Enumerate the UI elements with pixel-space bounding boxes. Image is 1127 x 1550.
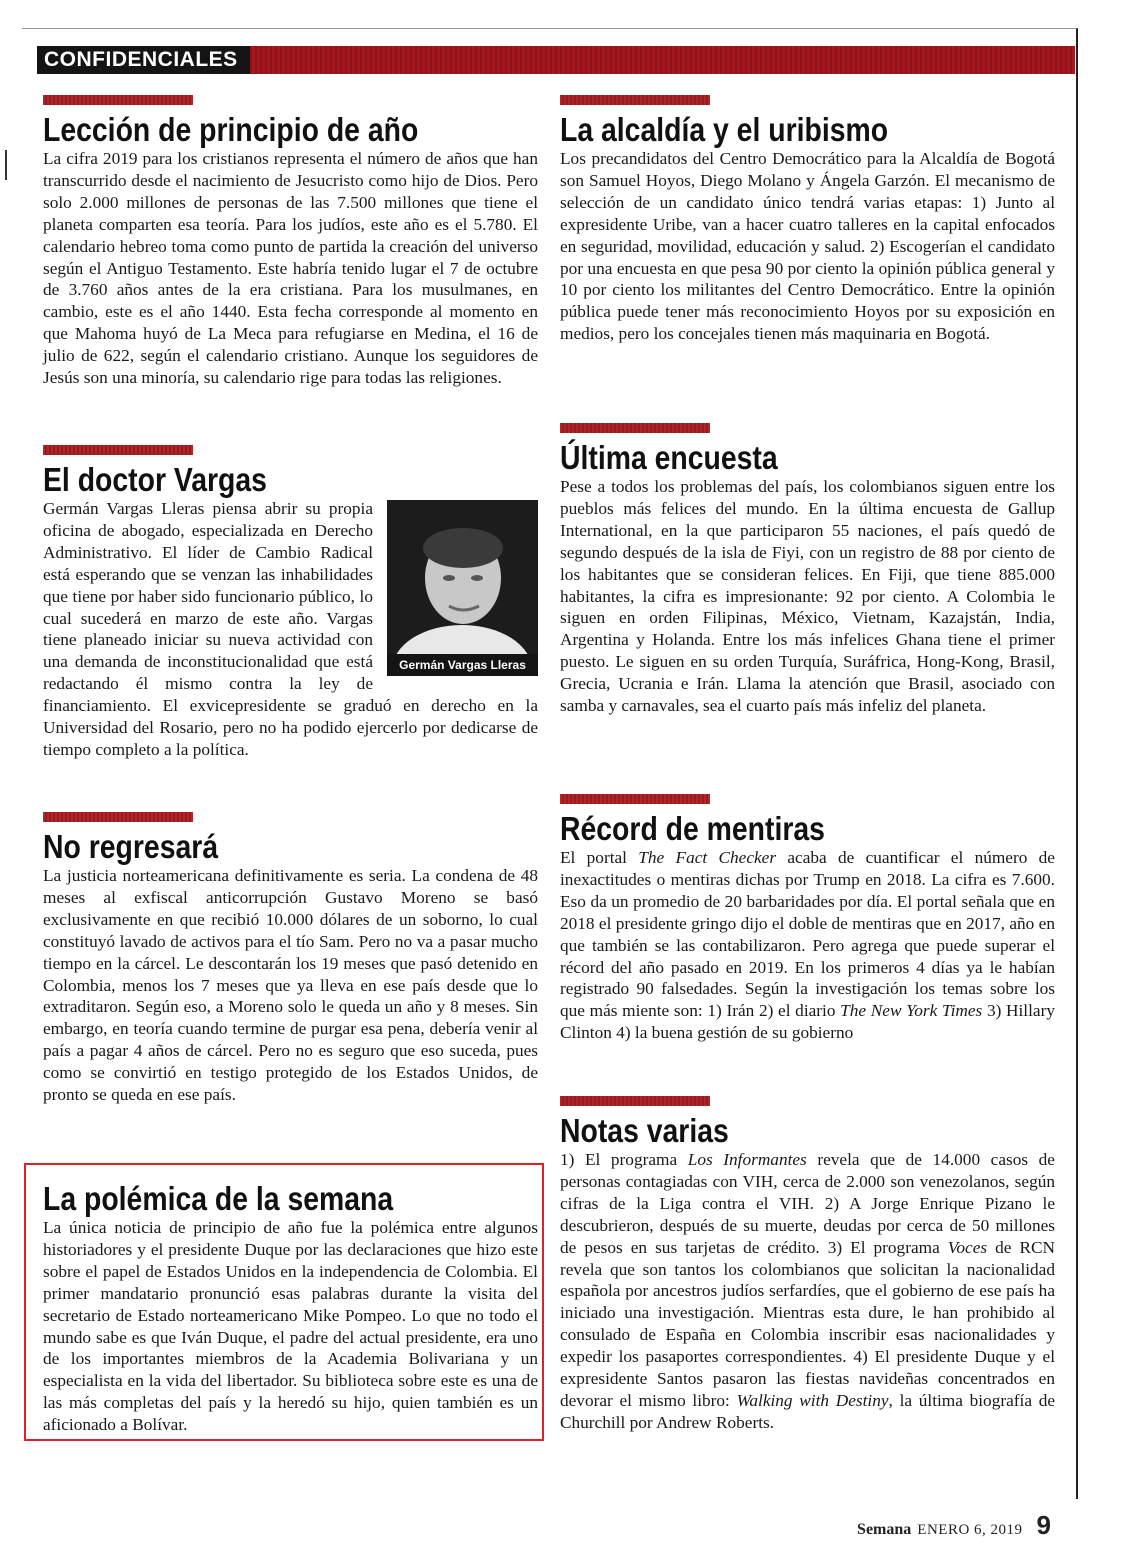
page-number: 9	[1036, 1510, 1051, 1540]
portrait-image	[387, 500, 538, 676]
article-body: Pese a todos los problemas del país, los colombianos siguen entre los pueblos más felices del mundo. En la última encuesta de Gallup International, en la que participaron 55 naciones, el país quedó de segundo después de la isla de Fiyi, con un registro de 88 por ciento de los habitantes que se consideran felices. En Fiji, que tiene 885.000 habitantes, la cifra es impresionante: 92 por ciento. A Colombia le siguen en orden Filipinas, México, Vietnam, Kazajstán, India, Argentina y Holanda. Entre los más infelices Ghana tiene el primer puesto. Le siguen en su orden Turquía, Suráfrica, Hong-Kong, Brasil, Grecia, Ucrania e Irán. Llama la atención que Brasil, asociado con samba y carnavales, sea el cuarto país más infeliz del planeta.	[560, 477, 1055, 716]
article-body: La justicia norteamericana definitivamente es seria. La condena de 48 meses al exfiscal anticorrupción Gustavo Moreno se basó exclusivamente en que recibió 10.000 dólares de un soborno, lo cual constituyó lavado de activos para el tío Sam. Pero no va a pasar mucho tiempo en la cárcel. Le descontarán los 19 meses que pasó detenido en Colombia, menos los 7 meses que ya lleva en ese país desde que lo extraditaron. Según eso, a Moreno solo le queda un año y 8 meses. Sin embargo, en teoría cuando termine de purgar esa pena, debería venir al país a pagar 4 años de cárcel. Pero no es seguro que eso suceda, pues como se convirtió en testigo protegido de los Estados Unidos, de pronto se queda en ese país.	[43, 866, 538, 1105]
article-encuesta	[560, 423, 1055, 717]
footer-date: ENERO 6, 2019	[917, 1522, 1023, 1538]
binding-mark	[5, 150, 7, 180]
article-kicker	[43, 812, 193, 822]
article-kicker	[43, 445, 193, 455]
article-headline: La alcaldía y el uribismo	[560, 111, 889, 148]
article-notas	[560, 1096, 1055, 1434]
section-label: CONFIDENCIALES	[37, 46, 250, 74]
article-body: Germán Vargas Lleras piensa abrir su propia oficina de abogado, especializada en Derecho Administrativo. El líder de Cambio Radical está esperando que se venzan las inhabilidades que tiene por haber sido funcionario público, lo cual sucederá en marzo de este año. Vargas tiene planeado iniciar su nueva actividad con una demanda de inconstitucionalidad que está redactando él mismo contra la ley de financiamiento. El exvicepresidente se graduó en derecho en la Universidad del Rosario, pero no ha podido ejercerlo por dedicarse de tiempo completo a la política.	[43, 499, 538, 759]
article-headline: Récord de mentiras	[560, 810, 825, 847]
article-kicker	[43, 95, 193, 105]
article-mentiras	[560, 794, 1055, 1044]
article-body: Los precandidatos del Centro Democrático para la Alcaldía de Bogotá son Samuel Hoyos, Diego Molano y Ángela Garzón. El mecanismo de selección de un candidato único tendrá varias etapas: 1) Junto al expresidente Uribe, van a hacer cuatro talleres en la capital enfocados en seguridad, movilidad, educación y salud. 2) Escogerían el candidato por una encuesta en que pesa 90 por ciento la opinión pública general y 10 por ciento los militantes del Centro Democrático. Entre la opinión pública puede tener más reconocimiento Hoyos por su exposición en medios, pero los concejales tienen más maquinaria en Bogotá.	[560, 149, 1055, 344]
article-vargas	[43, 445, 538, 761]
footer-brand: Semana	[857, 1521, 912, 1538]
article-headline: Última encuesta	[560, 439, 778, 476]
page-footer	[857, 1510, 1051, 1541]
article-headline: No regresará	[43, 828, 219, 865]
article-body: La cifra 2019 para los cristianos representa el número de años que han transcurrido desde el nacimiento de Jesucristo como hijo de Dios. Pero solo 2.000 millones de personas de las 7.500 millones que tiene el planeta comparten esa teoría. Para los judíos, este año es el 5.780. El calendario hebreo toma como punto de partida la creación del universo según el Antiguo Testamento. Este habría tenido lugar el 7 de octubre de 3.760 años antes de la era cristiana. Para los musulmanes, en cambio, este es el año 1440. Esta fecha corresponde al momento en que Mahoma huyó de La Meca para refugiarse en Medina, el 16 de julio de 622, según el calendario cristiano. Aunque los seguidores de Jesús son una minoría, su calendario rige para todas las religiones.	[43, 149, 538, 388]
article-kicker	[560, 1096, 710, 1106]
article-body: 1) El programa Los Informantes revela que de 14.000 casos de personas contagiadas con VIH, cerca de 2.000 son venezolanos, según cifras de la Liga contra el VIH. 2) A Jorge Enrique Pizano le descubrieron, después de su muerte, deudas por cerca de 50 millones de pesos en sus tarjetas de crédito. 3) El programa Voces de RCN revela que son tantos los colombianos que solicitan la nacionalidad española por ancestros judíos serfardíes, que el gobierno de ese país ha iniciado una investigación. Mientras esta dure, le han prohibido al consulado de España en Colombia inscribir esas nacionalidades y expedir los pasaportes correspondientes. 4) El presidente Duque y el expresidente Santos pasaron las fiestas navideñas concentrados en devorar el mismo libro: Walking with Destiny, la última biografía de Churchill por Andrew Roberts.	[560, 1150, 1056, 1432]
article-headline: La polémica de la semana	[43, 1180, 394, 1217]
article-polemica	[43, 1180, 538, 1436]
portrait-photo	[387, 500, 538, 676]
article-kicker	[560, 794, 710, 804]
article-no-regresara	[43, 812, 538, 1106]
photo-caption: Germán Vargas Lleras	[387, 654, 538, 676]
article-kicker	[560, 423, 710, 433]
article-headline: Lección de principio de año	[43, 111, 419, 148]
article-headline: El doctor Vargas	[43, 461, 267, 498]
article-headline: Notas varias	[560, 1112, 729, 1149]
article-leccion	[43, 95, 538, 389]
article-body: El portal The Fact Checker acaba de cuantificar el número de inexactitudes o mentiras dichas por Trump en 2018. La cifra es 7.600. Eso da un promedio de 20 barbaridades por día. El portal señala que en 2018 el presidente gringo dijo el doble de mentiras que en 2017, año en que también se las contabilizaron. Pero agrega que puede superar el récord del año pasado en 2019. En los primeros 4 días ya le habían registrado 90 falsedades. Según la investigación los temas sobre los que más miente son: 1) Irán 2) el diario The New York Times 3) Hillary Clinton 4) la buena gestión de su gobierno	[560, 848, 1055, 1043]
article-alcaldia	[560, 95, 1055, 345]
article-kicker	[560, 95, 710, 105]
article-body: La única noticia de principio de año fue la polémica entre algunos historiadores y el presidente Duque por las declaraciones que hizo este sobre el papel de Estados Unidos en la independencia de Colombia. El primer mandatario pronunció esas palabras durante la visita del secretario de Estado norteamericano Mike Pompeo. Lo que no todo el mundo sabe es que Iván Duque, el padre del actual presidente, era uno de los importantes miembros de la Academia Bolivariana y un especialista en la vida del libertador. Su biblioteca sobre este es una de las más completas del país y la heredó su hijo, quien también es un aficionado a Bolívar.	[43, 1218, 538, 1435]
